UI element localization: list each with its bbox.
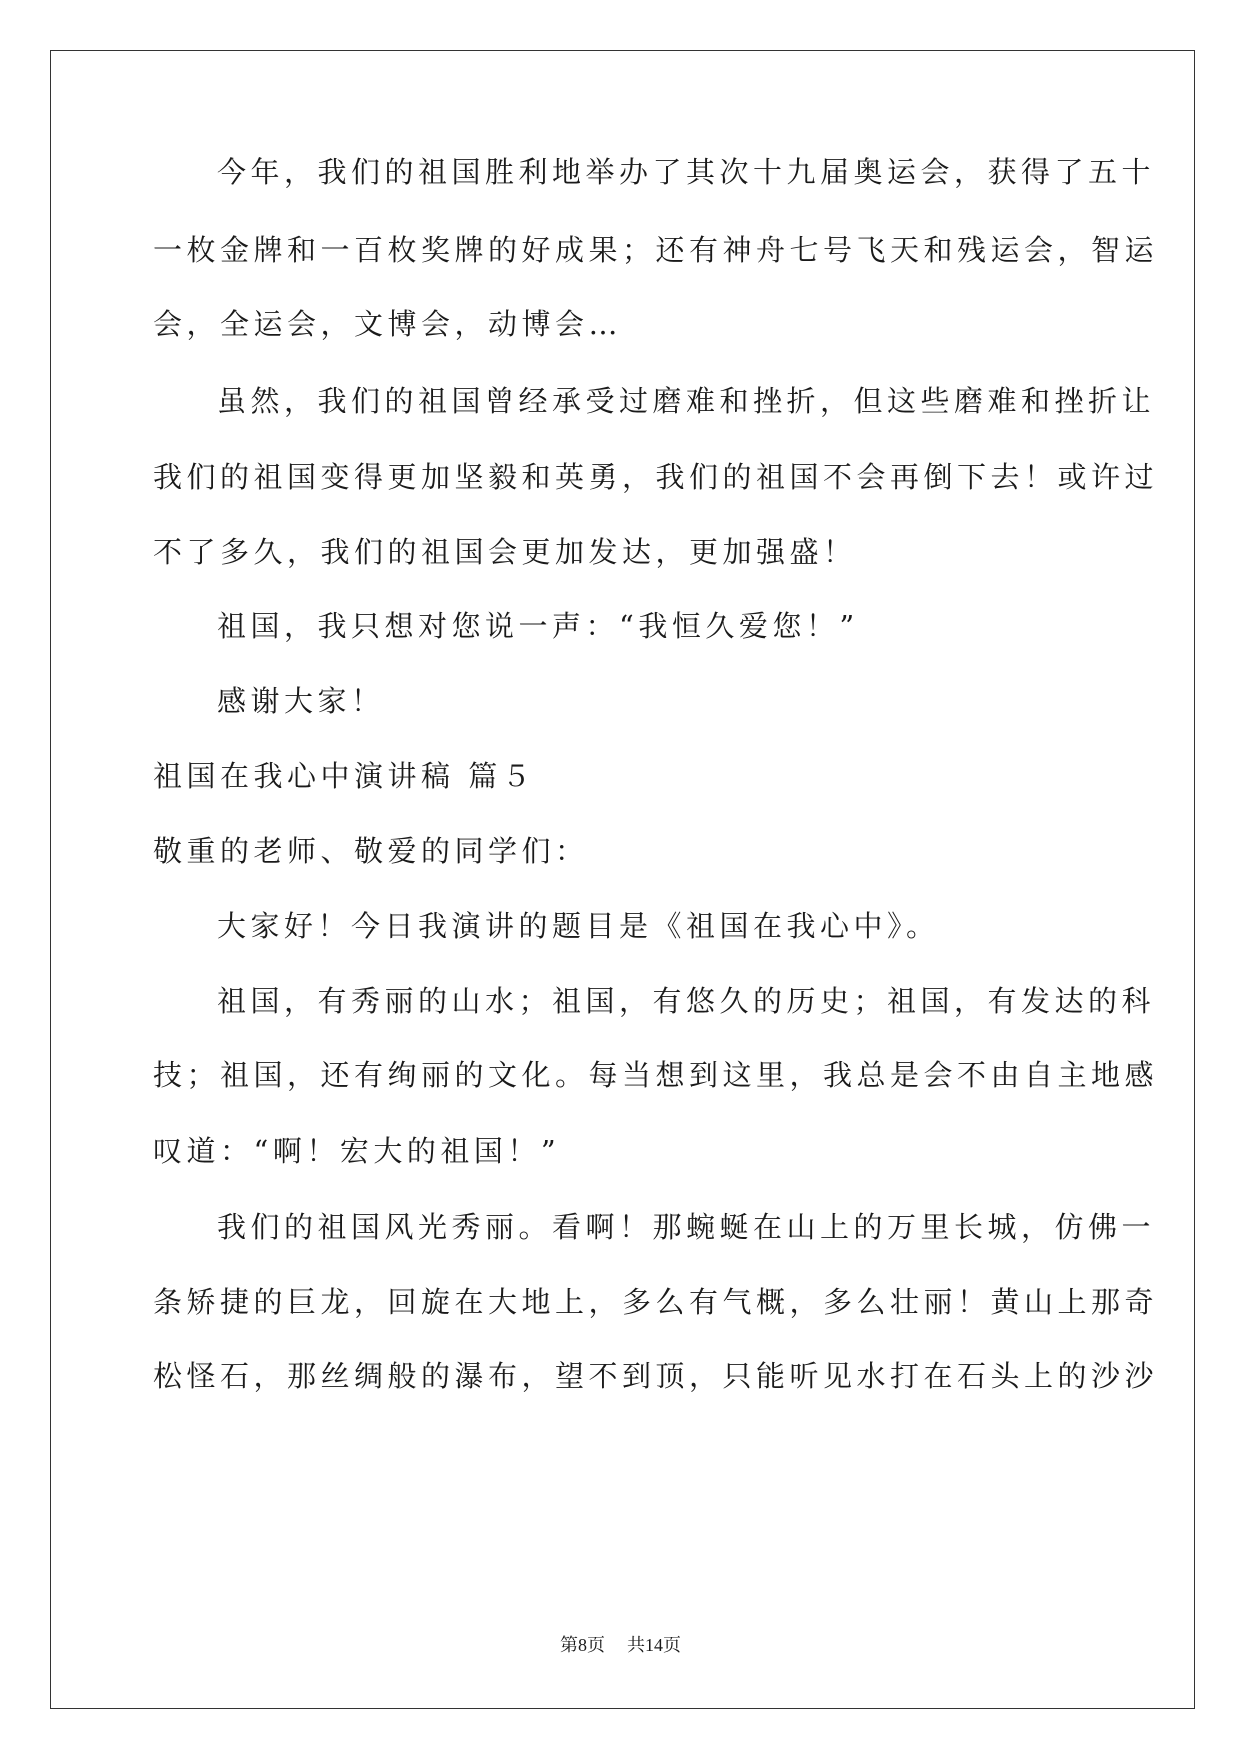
paragraph-line: 我们的祖国变得更加坚毅和英勇，我们的祖国不会再倒下去！或许过 — [153, 460, 1159, 494]
page-border — [50, 50, 1195, 1709]
salutation: 敬重的老师、敬爱的同学们： — [153, 834, 589, 868]
paragraph-line: 不了多久，我们的祖国会更加发达，更加强盛！ — [153, 535, 857, 569]
paragraph-line: 我们的祖国风光秀丽。看啊！那蜿蜒在山上的万里长城，仿佛一 — [217, 1210, 1156, 1244]
section-heading: 祖国在我心中演讲稿 篇５ — [153, 759, 536, 793]
paragraph-line: 技；祖国，还有绚丽的文化。每当想到这里，我总是会不由自主地感 — [153, 1058, 1159, 1092]
paragraph-line: 感谢大家！ — [217, 684, 385, 718]
page-current: 第8页 — [560, 1635, 605, 1655]
paragraph-line: 条矫捷的巨龙，回旋在大地上，多么有气概，多么壮丽！黄山上那奇 — [153, 1285, 1159, 1319]
paragraph-line: 祖国，有秀丽的山水；祖国，有悠久的历史；祖国，有发达的科 — [217, 984, 1156, 1018]
paragraph-line: 虽然，我们的祖国曾经承受过磨难和挫折，但这些磨难和挫折让 — [217, 384, 1156, 418]
paragraph-line: 大家好！今日我演讲的题目是《祖国在我心中》。 — [217, 909, 940, 943]
paragraph-line: 会，全运会，文博会，动博会… — [153, 307, 623, 341]
paragraph-line: 松怪石，那丝绸般的瀑布，望不到顶，只能听见水打在石头上的沙沙 — [153, 1359, 1159, 1393]
paragraph-line: 叹道：“啊！宏大的祖国！” — [153, 1134, 561, 1168]
paragraph-line: 一枚金牌和一百枚奖牌的好成果；还有神舟七号飞天和残运会，智运 — [153, 233, 1159, 267]
paragraph-line: 今年，我们的祖国胜利地举办了其次十九届奥运会，获得了五十 — [217, 155, 1156, 189]
page-total: 共14页 — [627, 1635, 681, 1655]
page-number-footer — [0, 1631, 1241, 1657]
paragraph-line: 祖国，我只想对您说一声：“我恒久爱您！” — [217, 609, 859, 643]
